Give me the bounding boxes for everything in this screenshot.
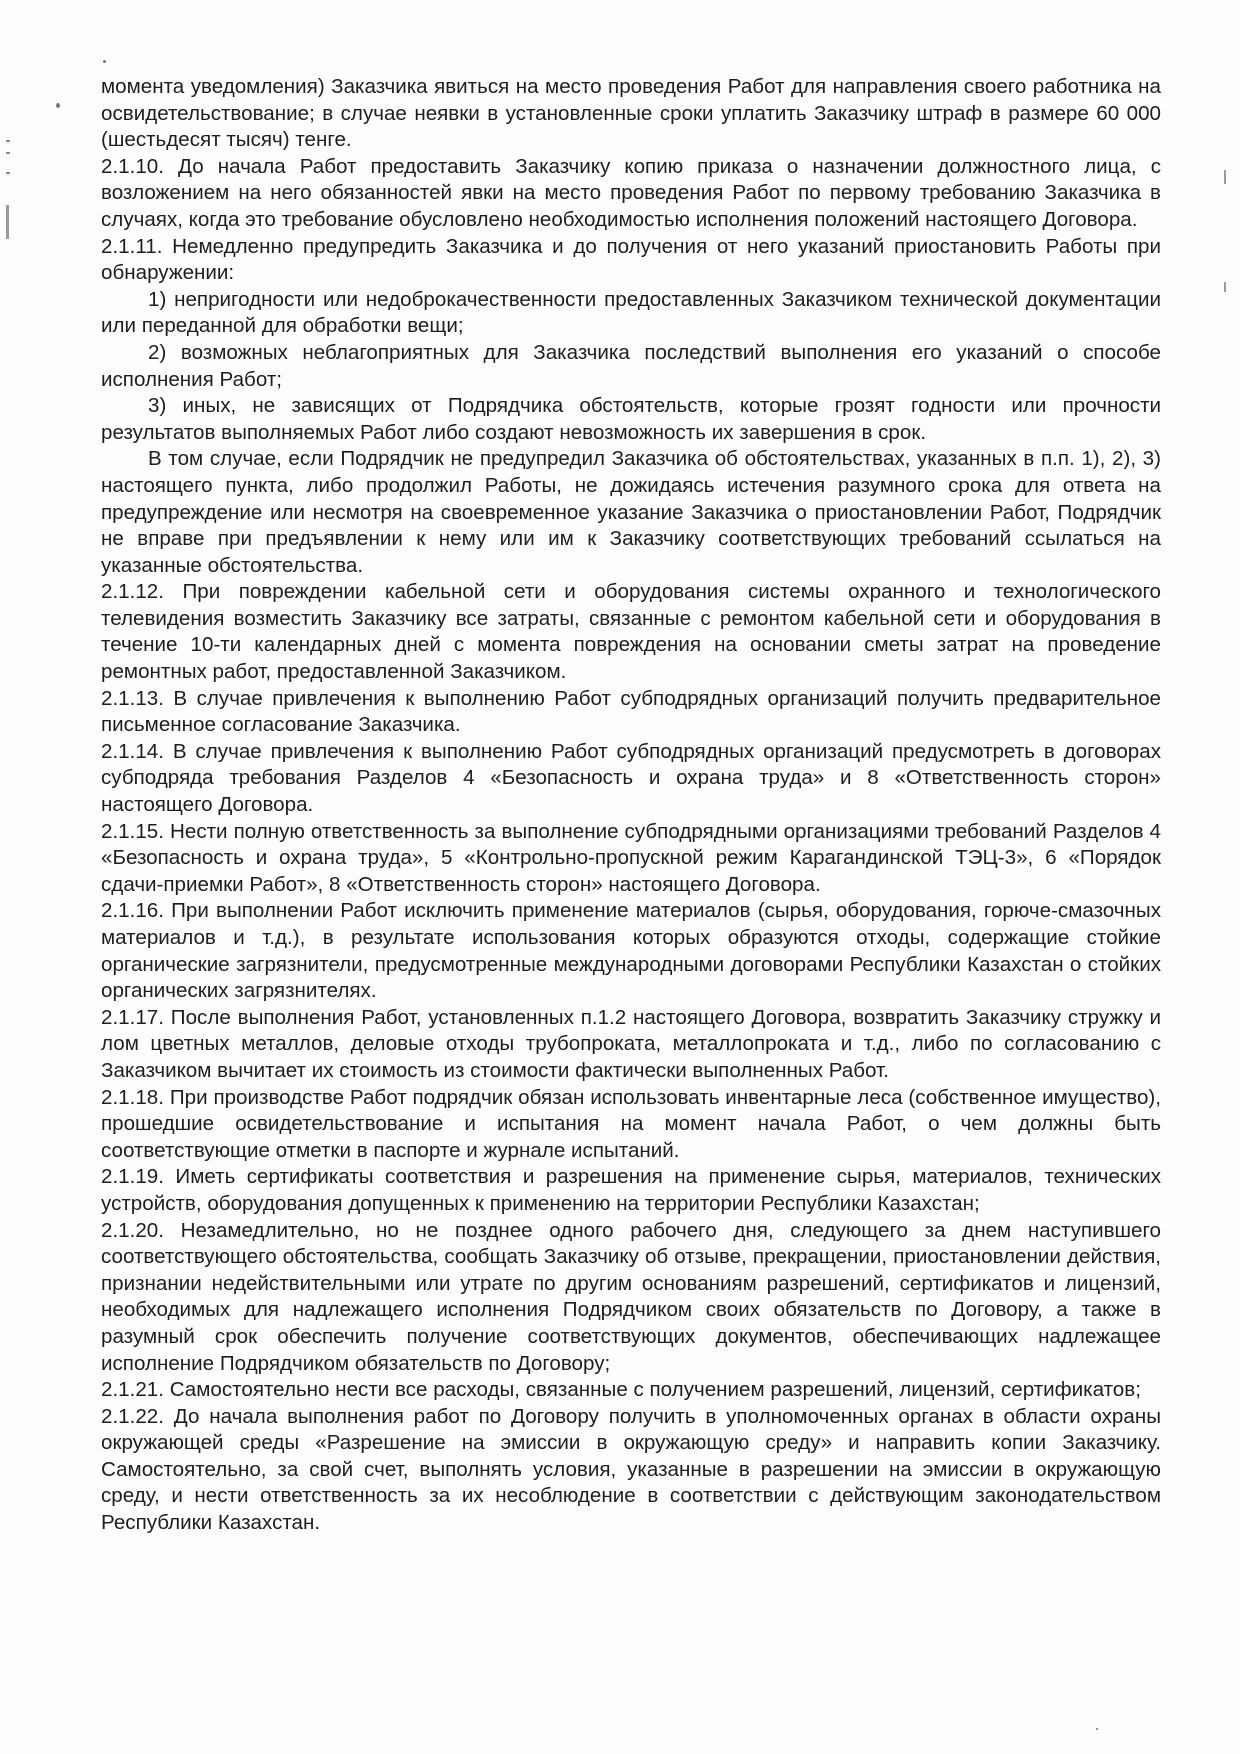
clause-2-1-11-item-2: 2) возможных неблагоприятных для Заказчика последствий выполнения его указаний о способе исполнения Работ; bbox=[101, 340, 1161, 391]
document-body bbox=[101, 74, 1161, 1537]
clause-2-1-22: 2.1.22. До начала выполнения работ по Договору получить в уполномоченных органах в области охраны окружающей среды «Разрешение на эмиссии в окружающую среду» и направить копии Заказчику. Самостоятельно, за свой счет, выполнять условия, указанные в разрешении на эмиссии в окружающую среду, и нести ответственность за их несоблюдение в соответствии с действующим законодательством Республики Казахстан. bbox=[101, 1404, 1161, 1535]
margin-dash bbox=[1224, 282, 1226, 292]
scan-speck bbox=[1096, 1728, 1098, 1730]
margin-dash bbox=[1224, 170, 1226, 184]
clause-2-1-11-note: В том случае, если Подрядчик не предупредил Заказчика об обстоятельствах, указанных в п.п. 1), 2), 3) настоящего пункта, либо продолжил Работы, не дожидаясь истечения разумного срока для ответа на предупреждение или несмотря на своевременное указание Заказчика о приостановлении Работ, Подрядчик не вправе при предъявлении к нему или им к Заказчику соответствующих требований ссылаться на указанные обстоятельства. bbox=[101, 447, 1161, 577]
clause-2-1-12: 2.1.12. При повреждении кабельной сети и оборудования системы охранного и технологического телевидения возместить Заказчику все затраты, связанные с ремонтом кабельной сети и оборудования в течение 10-ти календарных дней с момента повреждения на основании сметы затрат на проведение ремонтных работ, предоставленной Заказчиком. bbox=[101, 580, 1161, 684]
scan-speck bbox=[56, 103, 60, 108]
clause-2-1-19: 2.1.19. Иметь сертификаты соответствия и разрешения на применение сырья, материалов, технических устройств, оборудования допущенных к применению на территории Республики Казахстан; bbox=[101, 1165, 1161, 1215]
binding-mark bbox=[6, 205, 9, 239]
clause-2-1-20: 2.1.20. Незамедлительно, но не позднее одного рабочего дня, следующего за днем наступившего соответствующего обстоятельства, сообщать Заказчику об отзыве, прекращении, приостановлении действия, признании недействительными или утрате по другим основаниям разрешений, сертификатов и лицензий, необходимых для надлежащего исполнения Подрядчиком своих обязательств по Договору, а также в разумный срок обеспечить получение соответствующих документов, обеспечивающих надлежащее исполнение Подрядчиком обязательств по Договору; bbox=[101, 1218, 1161, 1375]
clause-2-1-16: 2.1.16. При выполнении Работ исключить применение материалов (сырья, оборудования, горюче-смазочных материалов и т.д.), в результате использования которых образуются отходы, содержащие стойкие органические загрязнители, предусмотренные международными договорами Республики Казахстан о стойких органических загрязнителях. bbox=[101, 899, 1161, 1003]
clause-2-1-13: 2.1.13. В случае привлечения к выполнению Работ субподрядных организаций получить предварительное письменное согласование Заказчика. bbox=[101, 686, 1161, 737]
margin-tick bbox=[6, 152, 10, 154]
scan-speck bbox=[103, 60, 106, 63]
paragraph-continuation: момента уведомления) Заказчика явиться на место проведения Работ для направления своего работника на освидетельствование; в случае неявки в установленные сроки уплатить Заказчику штраф в размере 60 000 (шестьдесят тысяч) тенге. bbox=[101, 75, 1161, 152]
clause-2-1-21: 2.1.21. Самостоятельно нести все расходы, связанные с получением разрешений, лицензий, сертификатов; bbox=[101, 1378, 1141, 1402]
clause-2-1-15: 2.1.15. Нести полную ответственность за выполнение субподрядными организациями требований Разделов 4 «Безопасность и охрана труда», 5 «Контрольно-пропускной режим Карагандинской ТЭЦ-3», 6 «Порядок сдачи-приемки Работ», 8 «Ответственность сторон» настоящего Договора. bbox=[101, 819, 1161, 896]
clause-2-1-14: 2.1.14. В случае привлечения к выполнению Работ субподрядных организаций предусмотреть в договорах субподряда требования Разделов 4 «Безопасность и охрана труда» и 8 «Ответственность сторон» настоящего Договора. bbox=[101, 739, 1161, 817]
clause-2-1-11-item-1: 1) непригодности или недоброкачественности предоставленных Заказчиком технической документации или переданной для обработки вещи; bbox=[101, 287, 1161, 338]
margin-tick bbox=[6, 172, 10, 174]
clause-2-1-11: 2.1.11. Немедленно предупредить Заказчика и до получения от него указаний приостановить Работы при обнаружении: bbox=[101, 234, 1161, 285]
margin-tick bbox=[6, 140, 10, 142]
clause-2-1-11-item-3: 3) иных, не зависящих от Подрядчика обстоятельств, которые грозят годности или прочности результатов выполняемых Работ либо создают невозможность их завершения в срок. bbox=[101, 394, 1161, 444]
clause-2-1-10: 2.1.10. До начала Работ предоставить Заказчику копию приказа о назначении должностного лица, с возложением на него обязанностей явки на место проведения Работ по первому требованию Заказчика в случаях, когда это требование обусловлено необходимостью исполнения положений настоящего Договора. bbox=[101, 154, 1161, 231]
clause-2-1-18: 2.1.18. При производстве Работ подрядчик обязан использовать инвентарные леса (собственное имущество), прошедшие освидетельствование и испытания на момент начала Работ, о чем должны быть соответствующие отметки в паспорте и журнале испытаний. bbox=[101, 1085, 1161, 1162]
clause-2-1-17: 2.1.17. После выполнения Работ, установленных п.1.2 настоящего Договора, возвратить Заказчику стружку и лом цветных металлов, деловые отходы трубопроката, металлопроката и т.д., либо по согласованию с Заказчиком вычитает их стоимость из стоимости фактически выполненных Работ. bbox=[101, 1005, 1161, 1082]
